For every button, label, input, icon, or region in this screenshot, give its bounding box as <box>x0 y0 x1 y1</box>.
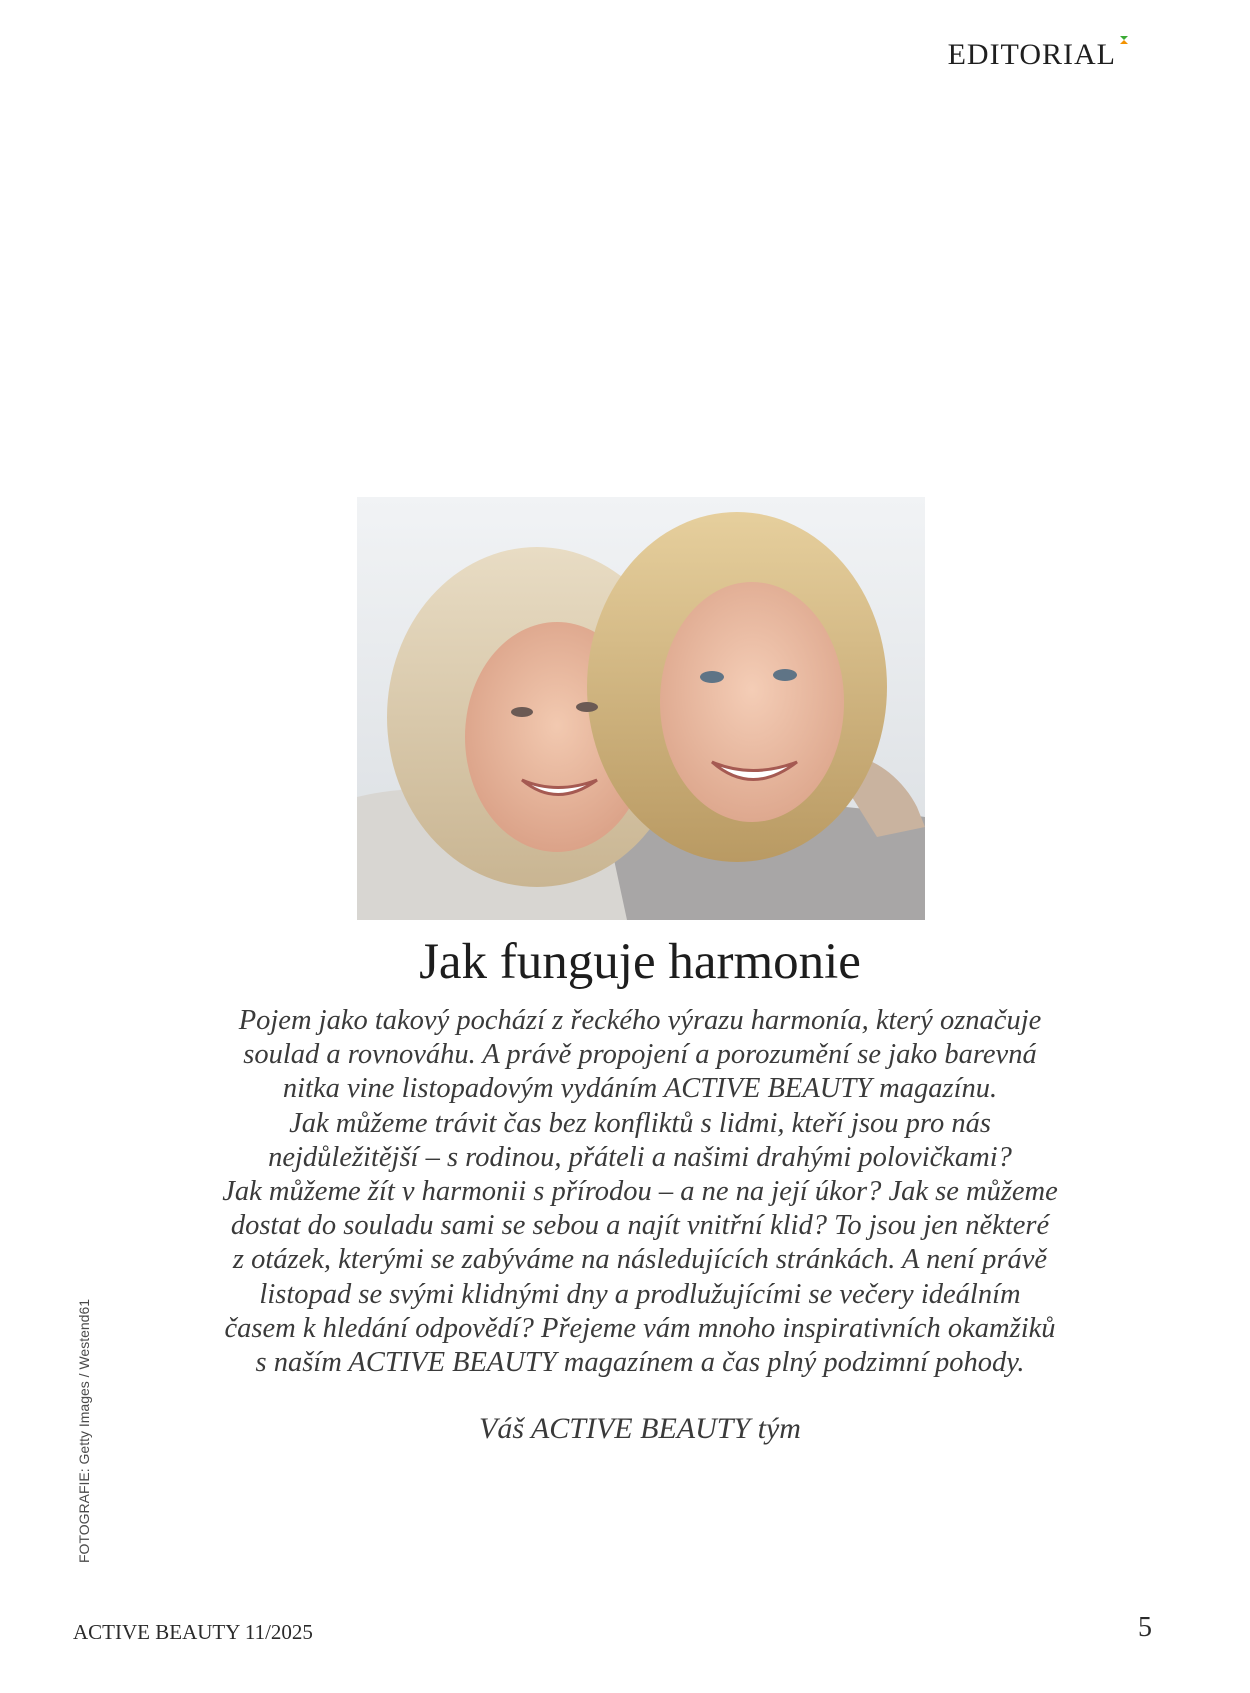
body-line: Pojem jako takový pochází z řeckého výrazu harmonía, který označuje <box>238 1005 1042 1036</box>
body-line: Jak můžeme trávit čas bez konfliktů s lidmi, kteří jsou pro nás <box>289 1107 991 1139</box>
article-photo <box>357 497 925 920</box>
body-line: s naším ACTIVE BEAUTY magazínem a čas plný podzimní pohody. <box>255 1347 1025 1379</box>
photo-credit: FOTOGRAFIE: Getty Images / Westend61 <box>76 1298 92 1563</box>
body-line: soulad a rovnováhu. A právě propojení a porozumění se jako barevná <box>243 1039 1037 1071</box>
body-line: nejdůležitější – s rodinou, přáteli a našimi drahými polovičkami? <box>268 1141 1012 1173</box>
article-signature: Váš ACTIVE BEAUTY tým <box>479 1412 801 1445</box>
body-line: listopad se svými klidnými dny a prodlužujícími se večery ideálním <box>259 1278 1021 1310</box>
article-body <box>160 1004 1120 1380</box>
section-label: EDITORIAL <box>947 38 1116 71</box>
body-line: dostat do souladu sami se sebou a najít vnitřní klid? To jsou jen některé <box>230 1210 1050 1242</box>
magazine-issue: ACTIVE BEAUTY 11/2025 <box>73 1620 313 1644</box>
body-line: časem k hledání odpovědí? Přejeme vám mnoho inspirativních okamžiků <box>224 1312 1056 1344</box>
page-number: 5 <box>1138 1612 1152 1643</box>
body-line: nitka vine listopadovým vydáním ACTIVE BEAUTY magazínu. <box>282 1073 998 1105</box>
body-line: Jak můžeme žít v harmonii s přírodou – a ne na její úkor? Jak se můžeme <box>222 1176 1058 1208</box>
corner-mark-icon <box>1120 36 1128 44</box>
body-line: z otázek, kterými se zabýváme na následujících stránkách. A není právě <box>232 1244 1048 1276</box>
article-title: Jak funguje harmonie <box>419 934 861 990</box>
